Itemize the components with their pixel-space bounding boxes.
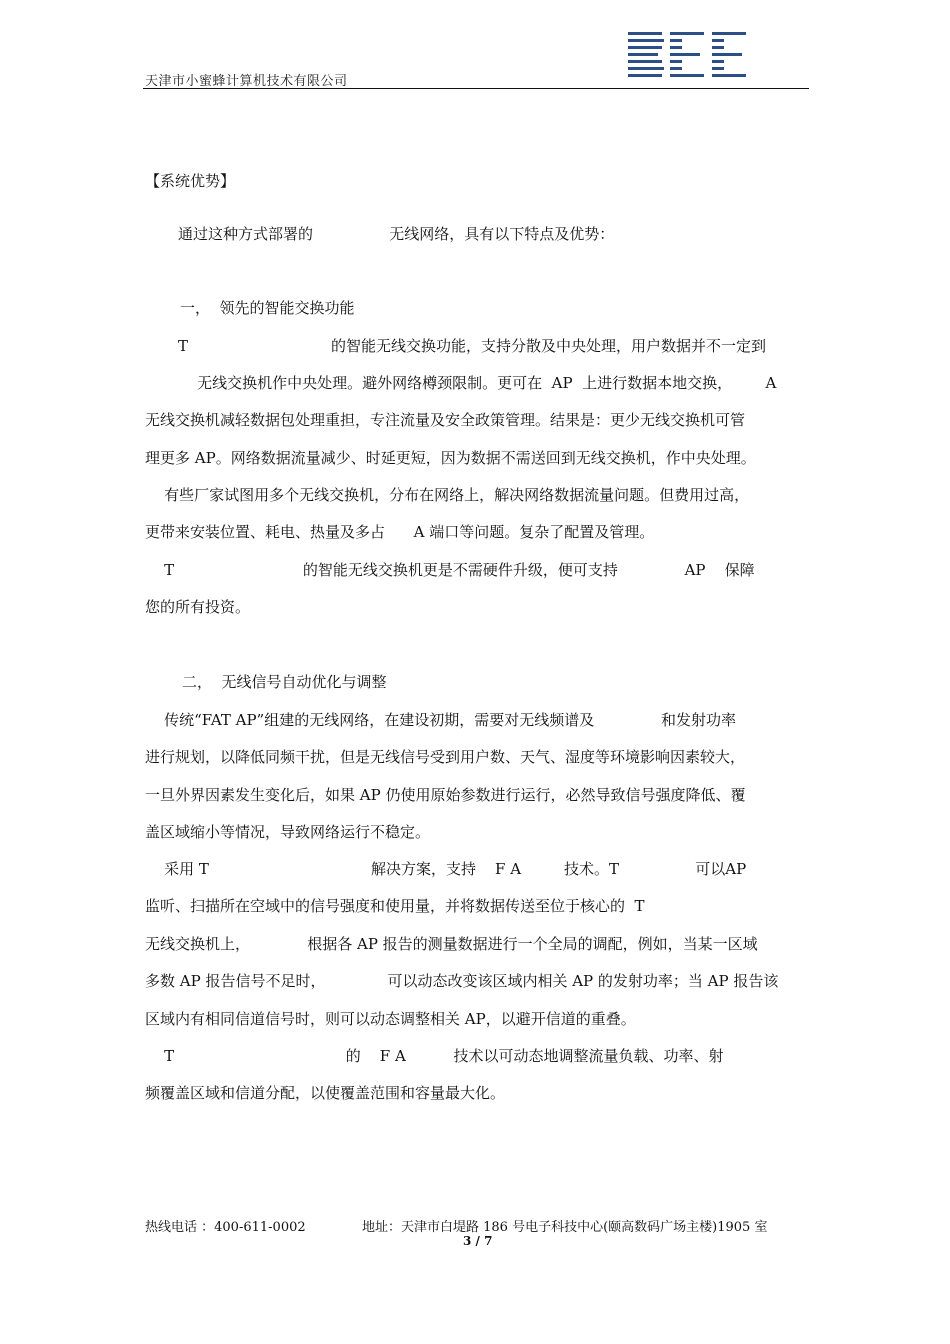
sec1-line: 您的所有投资。 [145, 598, 251, 616]
sec2-line: T 的 F A 技术以可动态地调整流量负载、功率、射 [145, 1047, 724, 1065]
header-divider [143, 88, 809, 89]
sec2-line: 进行规划，以降低同频干扰，但是无线信号受到用户数、天气、湿度等环境影响因素较大， [145, 748, 746, 766]
sec1-line: 无线交换机作中央处理。避外网络樽颈限制。更可在 AP 上进行数据本地交换， A [178, 374, 777, 392]
sec1-heading: 一， 领先的智能交换功能 [180, 299, 355, 317]
sec2-line: 多数 AP 报告信号不足时， 可以动态改变该区域内相关 AP 的发射功率；当 AP 报告该 [145, 972, 779, 990]
header-company-name: 天津市小蜜蜂计算机技术有限公司 [145, 74, 348, 89]
footer-address: 地址：天津市白堤路 186 号电子科技中心(颐高数码广场主楼)1905 室 [362, 1220, 768, 1235]
sec1-line: 更带来安装位置、耗电、热量及多占 A 端口等问题。复杂了配置及管理。 [145, 523, 655, 541]
sec1-line: 无线交换机减轻数据包处理重担，专注流量及安全政策管理。结果是：更少无线交换机可管 [145, 411, 746, 429]
footer-hotline: 热线电话 ：400-611-0002 [145, 1220, 306, 1235]
section-title: 【系统优势】 [145, 172, 236, 190]
sec2-line: 采用 T 解决方案，支持 F A 技术。T 可以AP [145, 860, 747, 878]
sec2-line: 无线交换机上， 根据各 AP 报告的测量数据进行一个全局的调配，例如，当某一区域 [145, 935, 758, 953]
sec2-line: 频覆盖区域和信道分配，以使覆盖范围和容量最大化。 [145, 1084, 506, 1102]
sec2-heading: 二， 无线信号自动优化与调整 [182, 673, 387, 691]
sec2-line: 区域内有相同信道信号时，则可以动态调整相关 AP，以避开信道的重叠。 [145, 1010, 636, 1028]
sec1-line: 理更多 AP。网络数据流量减少、时延更短，因为数据不需送回到无线交换机，作中央处理。 [145, 449, 756, 467]
sec1-line: T 的智能无线交换机更是不需硬件升级，便可支持 AP 保障 [145, 561, 755, 579]
sec2-line: 监听、扫描所在空域中的信号强度和使用量，并将数据传送至位于核心的 T [145, 897, 645, 915]
bee-logo [628, 30, 746, 86]
sec2-line: 传统“FAT AP”组建的无线网络，在建设初期，需要对无线频谱及 和发射功率 [145, 711, 736, 729]
sec1-line: 有些厂家试图用多个无线交换机，分布在网络上，解决网络数据流量问题。但费用过高， [145, 486, 750, 504]
page-number: 3 / 7 [463, 1234, 493, 1248]
sec2-line: 一旦外界因素发生变化后，如果 AP 仍使用原始参数进行运行，必然导致信号强度降低、覆 [145, 786, 746, 804]
sec2-line: 盖区域缩小等情况，导致网络运行不稳定。 [145, 823, 431, 841]
sec1-line: T 的智能无线交换功能，支持分散及中央处理，用户数据并不一定到 [178, 337, 767, 355]
intro-paragraph: 通过这种方式部署的 无线网络，具有以下特点及优势： [178, 225, 615, 243]
